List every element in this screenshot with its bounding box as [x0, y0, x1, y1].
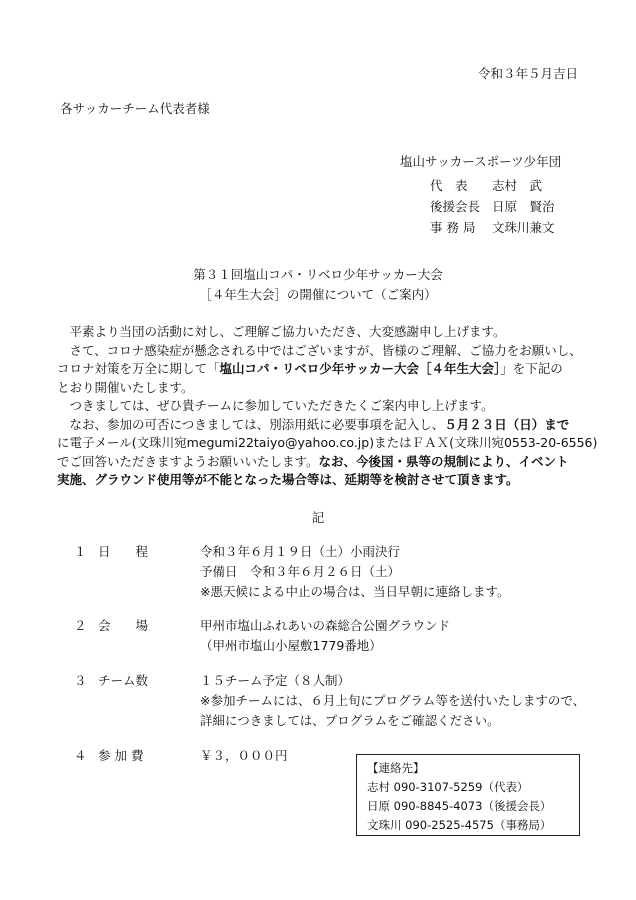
document-subtitle: ［４年生大会］の開催について（ご案内）: [199, 287, 437, 302]
body-line: [57, 323, 587, 342]
item-label: 会 場: [98, 618, 149, 633]
body-text: 」を下記の: [500, 361, 563, 376]
sender-organization: 塩山サッカースポーツ少年団: [400, 154, 562, 169]
notice-emphasis: なお、今後国・県等の規制により、イベント: [318, 453, 569, 469]
sender-name: 文珠川兼文: [492, 220, 555, 235]
body-line: [57, 342, 587, 361]
body-line: [57, 360, 587, 379]
item-value: [200, 746, 288, 766]
sender-block: [400, 152, 561, 239]
item-number: ３: [74, 673, 87, 688]
sender-row: [400, 197, 561, 218]
body-text: さて、コロナ感染症が懸念される中ではございますが、皆様のご理解、ご協力をお願いし、: [69, 342, 582, 358]
item-value-line: 予備日 令和３年６月２６日（土）: [200, 564, 401, 579]
sender-name: 志村 武: [492, 178, 543, 193]
ki-heading: 記: [311, 510, 325, 525]
body-text: つきましては、ぜひ貴チームに参加していただきたくご案内申し上げます。: [69, 398, 494, 413]
sender-role: 後援会長: [430, 199, 481, 214]
item-value-line: ※悪天候による中止の場合は、当日早朝に連絡します。: [200, 584, 510, 599]
item-number: １: [74, 544, 87, 559]
item-value: [200, 616, 450, 656]
body-line: [57, 416, 587, 435]
sender-name: 日原 賢治: [492, 199, 555, 214]
deadline-emphasis: ５月２３日（日）まで: [444, 416, 570, 432]
item-value-line: 甲州市塩山ふれあいの森総合公園グラウンド: [200, 618, 451, 633]
document-title: 第３１回塩山コパ・リベロ少年サッカー大会: [193, 267, 443, 282]
item-number: ４: [74, 748, 87, 763]
body-text: コロナ対策を万全に期して「: [57, 361, 220, 376]
letter-body: [57, 323, 598, 490]
sender-role: 事 務 局: [430, 220, 476, 235]
item-value-line: （甲州市塩山小屋敷1779番地）: [200, 638, 382, 653]
body-text: なお、参加の可否につきましては、別添用紙に必要事項を記入し、: [69, 416, 445, 432]
sender-role: 代 表: [430, 178, 468, 193]
body-line: [57, 434, 598, 453]
item-value-line: 詳細につきましては、プログラムをご確認ください。: [200, 713, 500, 728]
document-date: 令和３年５月吉日: [477, 66, 578, 81]
contact-heading: 【連絡先】: [367, 761, 425, 775]
item-value-line: 令和３年６月１９日（土）小雨決行: [200, 544, 401, 559]
body-text: に電子メール(文珠川宛megumi22taiyo@yahoo.co.jp)またはＦＡＸ(文珠川宛0553-20-6556): [57, 435, 598, 450]
body-line: [57, 379, 587, 398]
addressee: 各サッカーチーム代表者様: [60, 101, 210, 116]
contact-line: 文珠川 090-2525-4575（事務局）: [367, 818, 552, 832]
body-line: [57, 471, 587, 490]
sender-row: [400, 218, 561, 239]
body-line: [57, 453, 587, 472]
body-text: 平素より当団の活動に対し、ご理解ご協力いただき、大変感謝申し上げます。: [69, 324, 506, 339]
sender-row: [400, 176, 561, 197]
body-text: とおり開催いたします。: [57, 379, 194, 395]
event-name-emphasis: 塩山コパ・リベロ少年サッカー大会［４年生大会］: [219, 361, 501, 376]
body-line: [57, 397, 587, 416]
contact-line: 志村 090-3107-5259（代表）: [367, 780, 529, 794]
item-value: [200, 542, 509, 602]
item-number: ２: [74, 618, 87, 633]
item-label: チーム数: [98, 673, 149, 688]
item-label: 参 加 費: [98, 748, 144, 763]
item-value: [200, 671, 585, 731]
contact-box: [356, 754, 580, 836]
item-value-line: ￥３，０００円: [200, 748, 288, 763]
body-text: でご回答いただきますようお願いいたします。: [57, 453, 319, 469]
notice-emphasis: 実施、グラウンド使用等が不能となった場合等は、延期等を検討させて頂きます。: [57, 472, 519, 487]
contact-line: 日原 090-8845-4073（後援会長）: [367, 799, 552, 813]
item-value-line: １５チーム予定（８人制）: [200, 673, 351, 688]
item-value-line: ※参加チームには、６月上旬にプログラム等を送付いたしますので、: [200, 693, 586, 708]
item-label: 日 程: [98, 544, 149, 559]
